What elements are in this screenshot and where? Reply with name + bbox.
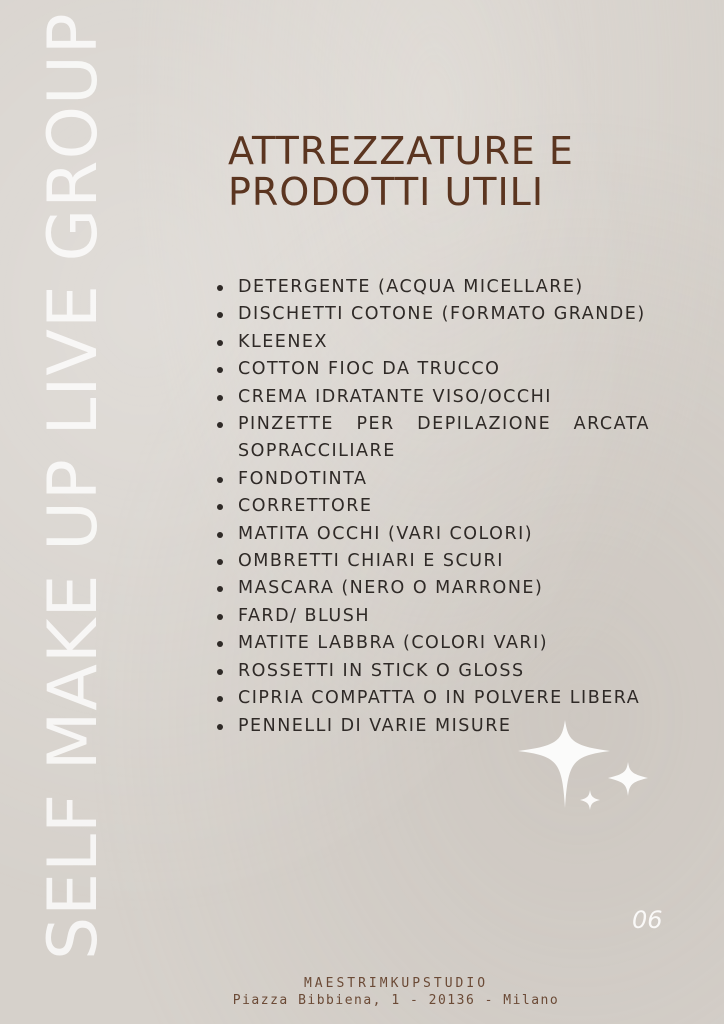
list-item: PENNELLI DI VARIE MISURE	[214, 713, 650, 740]
sparkle-small-icon	[580, 790, 600, 810]
list-item: CORRETTORE	[214, 493, 650, 520]
sparkle-medium-icon	[608, 762, 648, 796]
list-item: CREMA IDRATANTE VISO/OCCHI	[214, 384, 650, 411]
list-item: MATITE LABBRA (COLORI VARI)	[214, 630, 650, 657]
footer	[0, 975, 724, 1009]
list-item: FARD/ BLUSH	[214, 603, 650, 630]
list-item: MATITA OCCHI (VARI COLORI)	[214, 521, 650, 548]
heading-line-2: PRODOTTI UTILI	[228, 170, 545, 214]
list-item: KLEENEX	[214, 329, 650, 356]
list-item: PINZETTE PER DEPILAZIONE ARCATA SOPRACCILIARE	[214, 411, 650, 466]
list-item: MASCARA (NERO O MARRONE)	[214, 575, 650, 602]
products-list	[214, 274, 650, 740]
sparkles-decoration	[510, 718, 660, 818]
side-title: SELF MAKE UP LIVE GROUP	[34, 12, 113, 960]
list-item: COTTON FIOC DA TRUCCO	[214, 356, 650, 383]
list-item: CIPRIA COMPATTA O IN POLVERE LIBERA	[214, 685, 650, 712]
sparkle-large-icon	[518, 720, 610, 808]
page-number: 06	[632, 906, 663, 934]
list-item: ROSSETTI IN STICK O GLOSS	[214, 658, 650, 685]
list-item: DISCHETTI COTONE (FORMATO GRANDE)	[214, 301, 650, 328]
page-heading	[228, 131, 648, 213]
footer-address: Piazza Bibbiena, 1 - 20136 - Milano	[232, 993, 560, 1008]
list-item: FONDOTINTA	[214, 466, 650, 493]
list-item: OMBRETTI CHIARI E SCURI	[214, 548, 650, 575]
heading-line-1: ATTREZZATURE E	[228, 129, 574, 173]
list-item: DETERGENTE (ACQUA MICELLARE)	[214, 274, 650, 301]
footer-studio: MAESTRIMKUPSTUDIO	[303, 976, 489, 991]
